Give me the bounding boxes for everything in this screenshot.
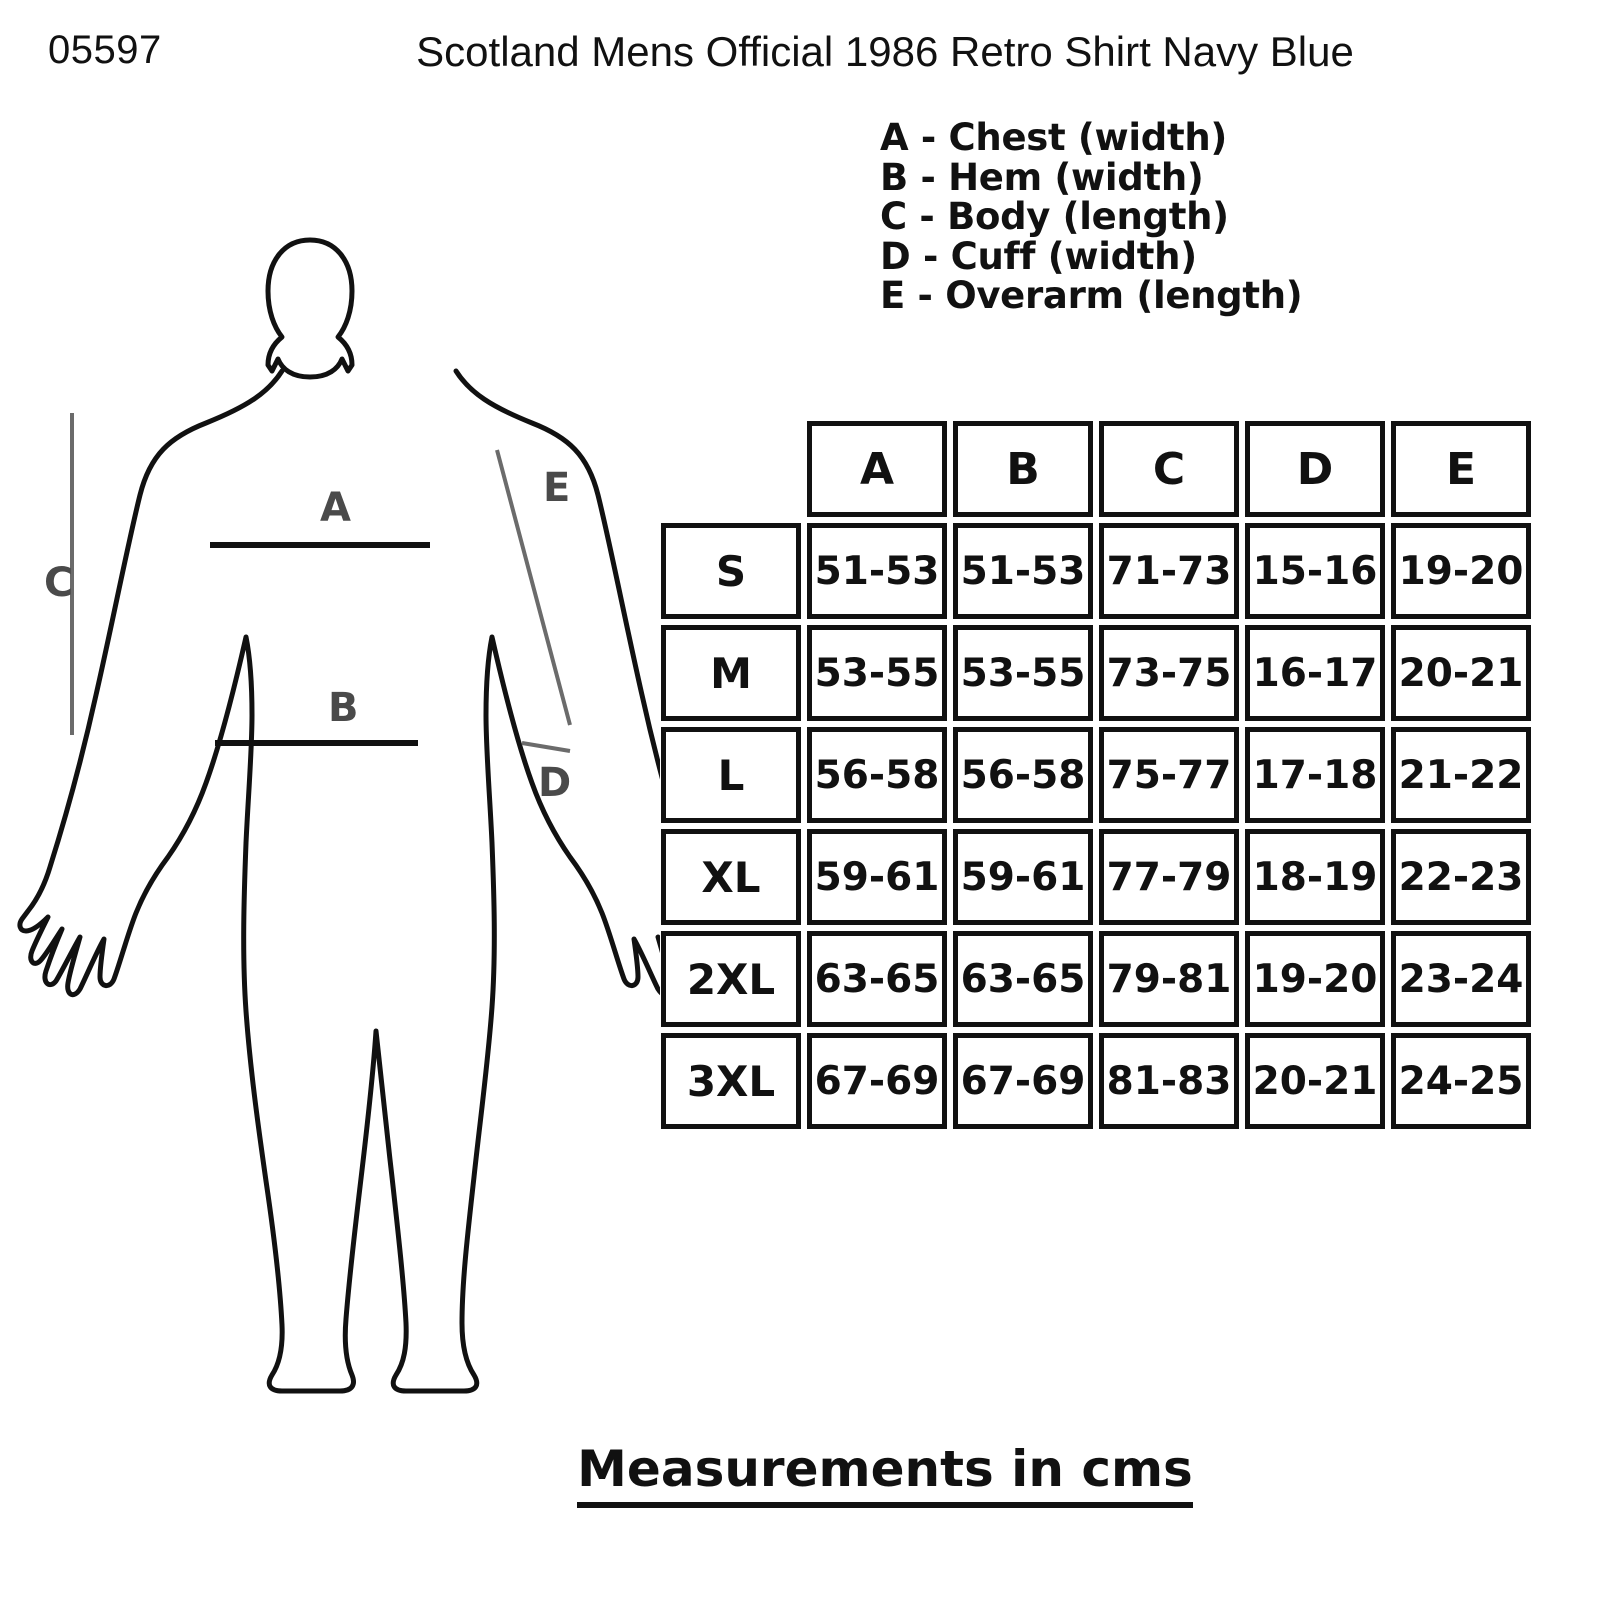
- measurement-legend: [880, 118, 1302, 316]
- cell-value: 17-18: [1245, 727, 1385, 823]
- column-header-e: E: [1391, 421, 1531, 517]
- row-header-size: XL: [661, 829, 801, 925]
- cell-value: 19-20: [1245, 931, 1385, 1027]
- row-header-size: L: [661, 727, 801, 823]
- row-header-size: 2XL: [661, 931, 801, 1027]
- cell-value: 20-21: [1245, 1033, 1385, 1129]
- cell-value: 71-73: [1099, 523, 1239, 619]
- figure-label-b: B: [328, 685, 359, 731]
- measure-line-d: [522, 743, 570, 751]
- measurements-unit-note: [0, 1440, 1600, 1498]
- cell-value: 56-58: [953, 727, 1093, 823]
- cell-value: 67-69: [953, 1033, 1093, 1129]
- body-figure-diagram: [10, 195, 660, 1395]
- cell-value: 63-65: [953, 931, 1093, 1027]
- table-row: [661, 931, 1531, 1027]
- table-row: [661, 829, 1531, 925]
- figure-label-e: E: [543, 465, 571, 511]
- legend-item-d: D - Cuff (width): [880, 234, 1197, 278]
- table-corner-cell: [661, 421, 801, 517]
- cell-value: 53-55: [953, 625, 1093, 721]
- column-header-d: D: [1245, 421, 1385, 517]
- legend-item-e: E - Overarm (length): [880, 274, 1303, 318]
- measurements-unit-text: Measurements in cms: [577, 1440, 1193, 1508]
- cell-value: 21-22: [1391, 727, 1531, 823]
- figure-label-d: D: [538, 760, 572, 806]
- cell-value: 63-65: [807, 931, 947, 1027]
- cell-value: 56-58: [807, 727, 947, 823]
- row-header-size: S: [661, 523, 801, 619]
- cell-value: 15-16: [1245, 523, 1385, 619]
- legend-item-c: C - Body (length): [880, 195, 1229, 239]
- cell-value: 77-79: [1099, 829, 1239, 925]
- legend-item-b: B - Hem (width): [880, 155, 1204, 199]
- page-title: Scotland Mens Official 1986 Retro Shirt Navy Blue: [416, 28, 1354, 75]
- figure-label-c: C: [44, 560, 74, 606]
- cell-value: 23-24: [1391, 931, 1531, 1027]
- cell-value: 67-69: [807, 1033, 947, 1129]
- product-code: 05597: [48, 28, 162, 72]
- cell-value: 75-77: [1099, 727, 1239, 823]
- cell-value: 79-81: [1099, 931, 1239, 1027]
- cell-value: 51-53: [953, 523, 1093, 619]
- figure-label-a: A: [320, 485, 351, 531]
- column-header-b: B: [953, 421, 1093, 517]
- cell-value: 24-25: [1391, 1033, 1531, 1129]
- cell-value: 18-19: [1245, 829, 1385, 925]
- table-header-row: [661, 421, 1531, 517]
- cell-value: 20-21: [1391, 625, 1531, 721]
- cell-value: 16-17: [1245, 625, 1385, 721]
- cell-value: 19-20: [1391, 523, 1531, 619]
- row-header-size: M: [661, 625, 801, 721]
- cell-value: 53-55: [807, 625, 947, 721]
- table-row: [661, 523, 1531, 619]
- cell-value: 59-61: [807, 829, 947, 925]
- table-body: [661, 421, 1531, 1129]
- table-row: [661, 727, 1531, 823]
- table-row: [661, 1033, 1531, 1129]
- size-chart-table: [655, 415, 1537, 1135]
- cell-value: 81-83: [1099, 1033, 1239, 1129]
- measurements-table: [655, 415, 1537, 1135]
- table-row: [661, 625, 1531, 721]
- row-header-size: 3XL: [661, 1033, 801, 1129]
- column-header-a: A: [807, 421, 947, 517]
- legend-item-a: A - Chest (width): [880, 116, 1228, 159]
- cell-value: 59-61: [953, 829, 1093, 925]
- column-header-c: C: [1099, 421, 1239, 517]
- cell-value: 22-23: [1391, 829, 1531, 925]
- cell-value: 73-75: [1099, 625, 1239, 721]
- cell-value: 51-53: [807, 523, 947, 619]
